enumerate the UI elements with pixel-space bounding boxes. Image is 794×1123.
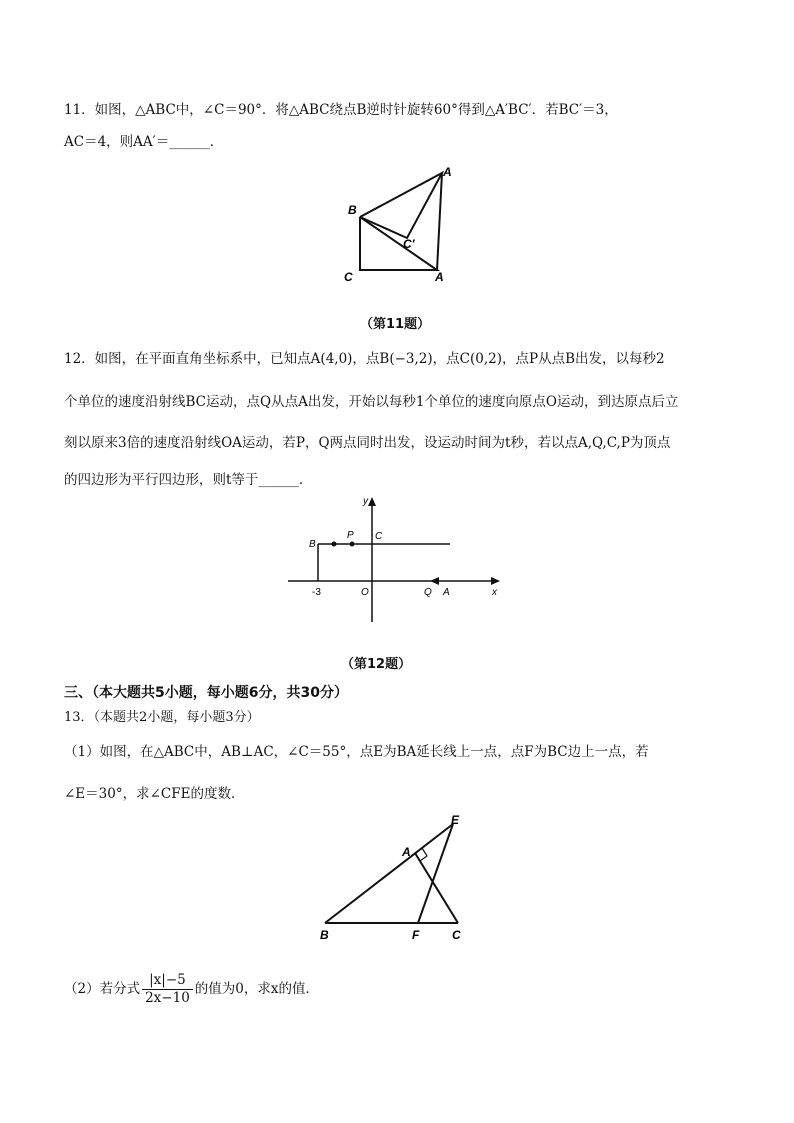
q11-segment-AA-prime (437, 173, 442, 270)
q12-text-line1: 12．如图，在平面直角坐标系中，已知点A(4,0)，点B(−3,2)，点C(0,2)，点P从点B出发，以每秒2 (64, 351, 665, 367)
q12-x-axis-arrow (491, 577, 500, 585)
q13-part2 (64, 969, 319, 1009)
q12-label-x: x (492, 587, 497, 598)
q12-y-axis-arrow (368, 497, 376, 506)
q12-point-B (332, 542, 337, 547)
q11-figure (335, 160, 465, 285)
q13-label-C: C (452, 928, 461, 942)
q11-label-A-top: A (443, 165, 452, 179)
q12-point-P (350, 542, 355, 547)
q12-point-Q-arrow (430, 577, 439, 585)
q13-label-F: F (412, 928, 420, 942)
q13-figure (310, 808, 480, 948)
q12-text-line2: 个单位的速度沿射线BC运动，点Q从点A出发，开始以每秒1个单位的速度向原点O运动，到达原点后立 (64, 394, 679, 410)
q11-label-B: B (348, 203, 357, 217)
q12-label-neg3: -3 (312, 587, 321, 598)
q13-part2-suffix: 的值为0，求x的值． (194, 981, 319, 997)
q11-caption: （第11题） (360, 317, 431, 332)
q12-label-C: C (375, 531, 383, 542)
q13-part2-prefix: （2）若分式 (64, 981, 141, 997)
q11-text-line1: 11．如图，△ABC中，∠C＝90°．将△ABC绕点B逆时针旋转60°得到△A′BC′．若BC′＝3， (64, 102, 618, 118)
q13-part1-line2: ∠E＝30°，求∠CFE的度数． (64, 786, 245, 802)
q12-caption: （第12题） (341, 657, 412, 672)
q13-label-A: A (402, 845, 411, 859)
q12-text-line4: 的四边形为平行四边形，则t等于______． (64, 472, 313, 488)
q12-label-P: P (347, 530, 354, 541)
q11-label-C: C (344, 270, 353, 284)
q11-triangle-ABC (360, 217, 437, 270)
q13-fraction-numerator: |x|−5 (142, 972, 193, 990)
q13-part1-line1: （1）如图，在△ABC中，AB⊥AC，∠C＝55°，点E为BA延长线上一点，点F为BC边上一点，若 (64, 744, 649, 760)
q11-text-line2: AC＝4，则AA′＝______． (64, 134, 224, 150)
q11-triangle-A-prime-BC-prime (360, 173, 442, 238)
q12-label-B: B (309, 539, 316, 550)
q12-label-O: O (361, 587, 369, 598)
q12-label-Q: Q (424, 587, 432, 598)
q13-fraction (142, 972, 193, 1007)
q12-coordinate-figure (280, 492, 510, 632)
q13-header: 13．（本题共2小题，每小题3分） (64, 710, 260, 725)
q11-label-C-prime: C′ (403, 237, 415, 251)
q13-label-B: B (320, 928, 329, 942)
q12-label-A: A (443, 587, 450, 598)
q13-label-E: E (451, 813, 460, 827)
q13-fraction-denominator: 2x−10 (145, 990, 190, 1006)
q11-label-A-bottom: A (435, 270, 444, 284)
q12-text-line3: 刻以原来3倍的速度沿射线OA运动，若P，Q两点同时出发，设运动时间为t秒，若以点A,Q,C,P为顶点 (64, 435, 671, 451)
q12-label-y: y (363, 496, 368, 507)
q13-segment-BE (325, 824, 453, 923)
section-3-title: 三、（本大题共5小题，每小题6分，共30分） (64, 685, 348, 701)
